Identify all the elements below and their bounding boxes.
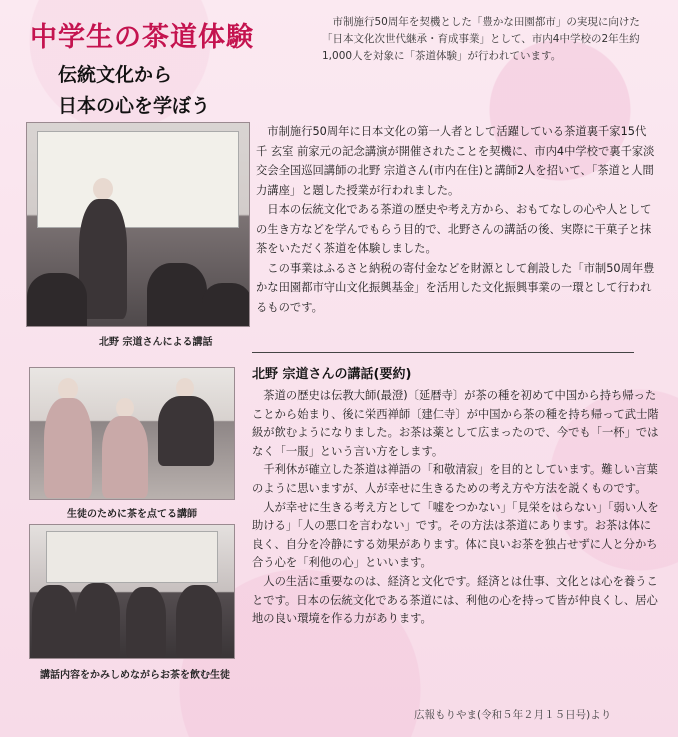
lecture-body bbox=[252, 387, 660, 629]
photo-caption-1: 北野 宗道さんによる講話 bbox=[99, 337, 213, 348]
instructor-head bbox=[58, 378, 78, 400]
lecture-paragraph: 茶道の歴史は伝教大師(最澄)〔延暦寺〕が茶の種を初めて中国から持ち帰ったことから始まり、後に栄西禅師〔建仁寺〕が中国から茶の種を持ち帰って武士階級が飲むようになりました。お茶は薬として広まったので、今でも「一杯」ではなく「一服」という言い方をします。 bbox=[252, 389, 659, 458]
instructor-head bbox=[116, 398, 134, 418]
lecture-photo bbox=[26, 122, 250, 327]
lecturer-head bbox=[176, 378, 194, 398]
article-paragraph: 市制施行50周年に日本文化の第一人者として活躍している茶道裏千家15代 千 玄室 前家元の記念講演が開催されたことを契機に、市内4中学校で裏千家淡交会全国巡回講師の北野 宗道さん(市内在住)と講師2人を招いて、「茶道と人間力講座」と題した授業が行われました。 bbox=[256, 125, 655, 197]
student-figure bbox=[202, 283, 250, 327]
lecturer-head bbox=[93, 178, 113, 200]
photo-caption-3: 講話内容をかみしめながらお茶を飲む生徒 bbox=[40, 670, 230, 681]
student-figure bbox=[147, 263, 207, 327]
student-figure bbox=[176, 585, 222, 658]
lecture-paragraph: 千利休が確立した茶道は禅語の「和敬清寂」を目的としています。難しい言葉のように思いますが、人が幸せに生きるための考え方や方法を説くものです。 bbox=[252, 463, 658, 495]
source-credit: 広報もりやま(令和５年２月１５日号)より bbox=[414, 709, 612, 721]
photo-caption-2: 生徒のために茶を点てる講師 bbox=[67, 509, 197, 520]
lecture-paragraph: 人の生活に重要なのは、経済と文化です。経済とは仕事、文化とは心を養うことです。日本の伝統文化である茶道には、利他の心を持って皆が仲良くし、居心地の良い環境を作る力があります。 bbox=[252, 574, 658, 626]
student-figure bbox=[126, 587, 166, 658]
student-figure bbox=[32, 585, 76, 658]
instructor-figure bbox=[102, 416, 148, 498]
students-drinking-photo bbox=[29, 524, 235, 659]
intro-text: 市制施行50周年を契機とした「豊かな田園都市」の実現に向けた「日本文化次世代継承・育成事業」として、市内4中学校の2年生約1,000人を対象に「茶道体験」が行われています。 bbox=[322, 16, 640, 62]
lecture-paragraph: 人が幸せに生きる考え方として「嘘をつかない」「見栄をはらない」「弱い人を助ける」「人の悪口を言わない」です。その方法は茶道にあります。お茶は体に良く、自分を冷静にする効果があります。体に良いお茶を独占せずに人と分かち合う心を「利他の心」といいます。 bbox=[252, 500, 659, 570]
student-figure bbox=[27, 273, 87, 327]
page-title: 中学生の茶道体験 bbox=[30, 22, 254, 53]
wall bbox=[46, 531, 218, 583]
lecture-heading: 北野 宗道さんの講話(要約) bbox=[252, 367, 412, 382]
article-paragraph: 日本の伝統文化である茶道の歴史や考え方から、おもてなしの心や人としての生き方などを学んでもらう目的で、北野さんの講話の後、実際に干菓子と抹茶をいただく茶道を体験しました。 bbox=[256, 203, 652, 255]
article-body bbox=[256, 122, 660, 317]
instructor-figure bbox=[44, 398, 92, 498]
student-figure bbox=[76, 583, 120, 658]
tea-preparation-photo bbox=[29, 367, 235, 500]
blackboard bbox=[37, 131, 239, 228]
lecturer-figure bbox=[158, 396, 214, 466]
section-divider bbox=[252, 352, 634, 353]
subtitle-line-2: 日本の心を学ぼう bbox=[58, 95, 211, 117]
article-paragraph: この事業はふるさと納税の寄付金などを財源として創設した「市制50周年豊かな田園都市守山文化振興基金」を活用した文化振興事業の一環として行われるものです。 bbox=[256, 261, 655, 314]
subtitle-line-1: 伝統文化から bbox=[58, 64, 173, 86]
